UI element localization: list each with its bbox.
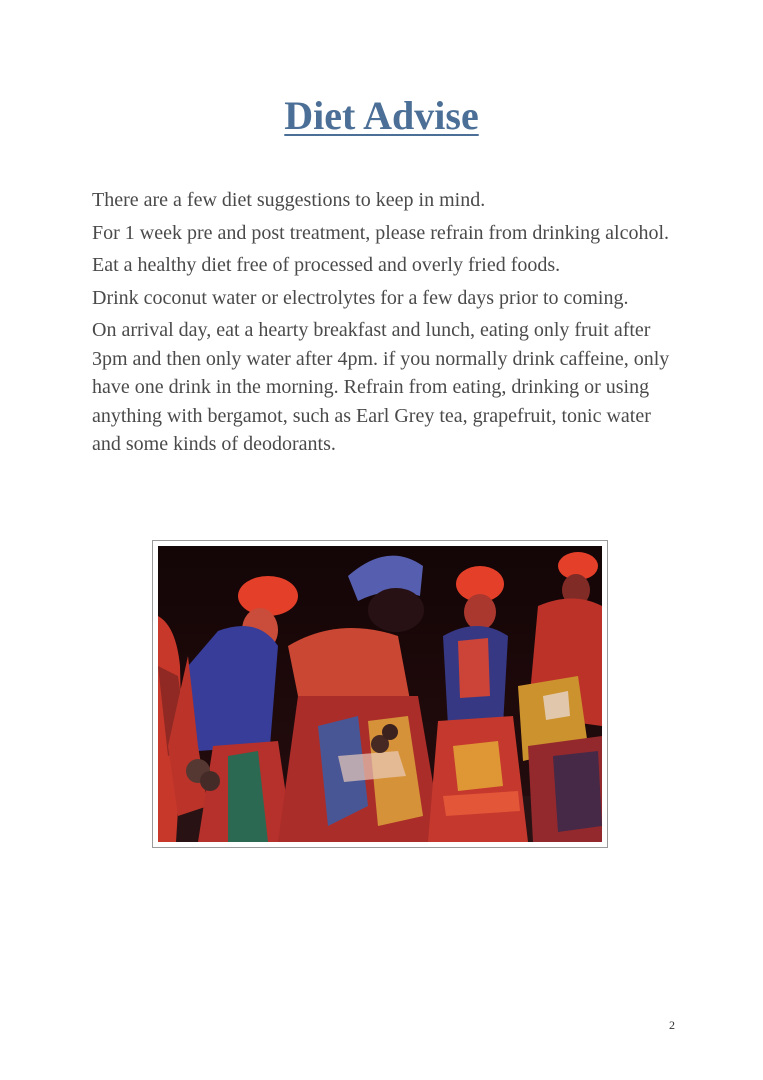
dancers-photo (158, 546, 602, 842)
paragraph-alcohol: For 1 week pre and post treatment, please refrain from drinking alcohol. (92, 221, 670, 244)
paragraph-hydration: Drink coconut water or electrolytes for a few days prior to coming. (92, 286, 629, 309)
page-number: 2 (669, 1018, 675, 1032)
paragraph-healthy-diet: Eat a healthy diet free of processed and overly fried foods. (92, 254, 561, 276)
photo-frame (152, 540, 608, 848)
page-title: Diet Advise (284, 93, 479, 138)
paragraph-arrival-day: On arrival day, eat a hearty breakfast and lunch, eating only fruit after 3pm and then only water after 4pm. if you normally drink caffeine, only have one drink in the morning. Refrain from eating, drinking or using anything with bergamot, such as Earl Grey tea, grapefruit, tonic water and some kinds of deodorants. (92, 319, 670, 455)
body-text (92, 186, 682, 463)
paragraph-intro: There are a few diet suggestions to keep in mind. (92, 189, 486, 211)
